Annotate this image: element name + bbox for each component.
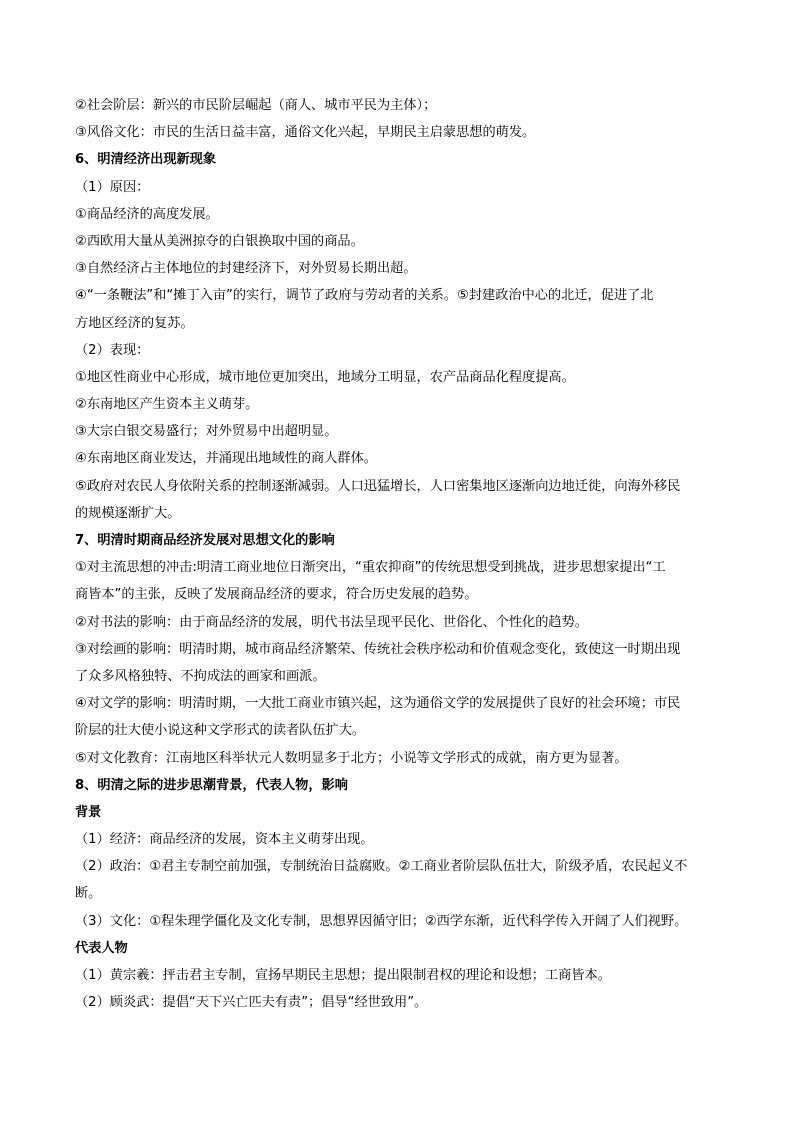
text-line-influence-1-cont: 商皆本”的主张，反映了发展商品经济的要求，符合历史发展的趋势。 <box>75 587 478 603</box>
text-line-manifestation-5: ⑤政府对农民人身依附关系的控制逐渐减弱。人口迅猛增长，人口密集地区逐渐向边地迁徙，向海外移民 <box>75 478 681 494</box>
subheading-representatives: 代表人物 <box>75 940 128 956</box>
text-line-manifestation-5-cont: 的规模逐渐扩大。 <box>75 505 181 521</box>
text-line-cause-4: ④“一条鞭法”和“摊丁入亩”的实行，调节了政府与劳动者的关系。⑤封建政治中心的北迁，促进了北 <box>75 288 654 304</box>
text-line-background-culture: （3）文化：①程朱理学僵化及文化专制，思想界因循守旧；②西学东渐，近代科学传入开阔了人们视野。 <box>75 913 688 929</box>
text-line-background-politics: （2）政治：①君主专制空前加强，专制统治日益腐败。②工商业者阶层队伍壮大，阶级矛盾，农民起义不 <box>75 859 688 875</box>
text-line-cause-4-cont: 方地区经济的复苏。 <box>75 315 194 331</box>
text-line-cause-2: ②西欧用大量从美洲掠夺的白银换取中国的商品。 <box>75 233 364 249</box>
section-heading-7: 7、明清时期商品经济发展对思想文化的影响 <box>75 533 335 548</box>
text-line-influence-5: ⑤对文化教育：江南地区科举状元人数明显多于北方；小说等文学形式的成就，南方更为显著。 <box>75 750 628 766</box>
text-line-influence-4-cont: 阶层的壮大使小说这种文学形式的读者队伍扩大。 <box>75 723 366 739</box>
text-line-social-class: ②社会阶层：新兴的市民阶层崛起（商人、城市平民为主体）； <box>75 98 437 113</box>
section-heading-8: 8、明清之际的进步思潮背景，代表人物，影响 <box>75 777 348 793</box>
text-line-cause-3: ③自然经济占主体地位的封建经济下，对外贸易长期出超。 <box>75 261 417 277</box>
text-line-influence-4: ④对文学的影响：明清时期，一大批工商业市镇兴起，这为通俗文学的发展提供了良好的社会环境；市民 <box>75 696 681 712</box>
document-page <box>75 92 725 1016</box>
text-line-manifestation-3: ③大宗白银交易盛行；对外贸易中出超明显。 <box>75 424 338 440</box>
text-line-cause-1: ①商品经济的高度发展。 <box>75 206 219 222</box>
text-line-huang-zongxi: （1）黄宗羲：抨击君主专制，宣扬早期民主思想；提出限制君权的理论和设想；工商皆本。 <box>75 968 611 983</box>
text-line-gu-yanwu: （2）顾炎武：提倡“天下兴亡匹夫有责”；倡导“经世致用”。 <box>75 995 428 1011</box>
subheading-manifestations: （2）表现： <box>75 342 150 358</box>
text-line-influence-1: ①对主流思想的冲击:明清工商业地位日渐突出，“重农抑商”的传统思想受到挑战，进步思想家提出“工 <box>75 560 666 576</box>
text-line-manifestation-4: ④东南地区商业发达，并涌现出地域性的商人群体。 <box>75 451 377 467</box>
section-heading-6: 6、明清经济出现新现象 <box>75 152 217 168</box>
text-line-manifestation-2: ②东南地区产生资本主义萌芽。 <box>75 397 259 413</box>
text-line-influence-3-cont: 了众多风格独特、不拘成法的画家和画派。 <box>75 668 326 684</box>
subheading-background: 背景 <box>75 804 102 820</box>
text-line-influence-3: ③对绘画的影响：明清时期，城市商品经济繁荣、传统社会秩序松动和价值观念变化，致使这一时期出现 <box>75 641 681 657</box>
text-line-customs-culture: ③风俗文化：市民的生活日益丰富，通俗文化兴起，早期民主启蒙思想的萌发。 <box>75 125 536 141</box>
text-line-background-economy: （1）经济：商品经济的发展，资本主义萌芽出现。 <box>75 832 374 848</box>
text-line-background-politics-cont: 断。 <box>75 886 102 902</box>
subheading-causes: （1）原因： <box>75 179 150 195</box>
text-line-influence-2: ②对书法的影响：由于商品经济的发展，明代书法呈现平民化、世俗化、个性化的趋势。 <box>75 614 588 630</box>
text-line-manifestation-1: ①地区性商业中心形成，城市地位更加突出，地域分工明显，农产品商品化程度提高。 <box>75 369 575 385</box>
